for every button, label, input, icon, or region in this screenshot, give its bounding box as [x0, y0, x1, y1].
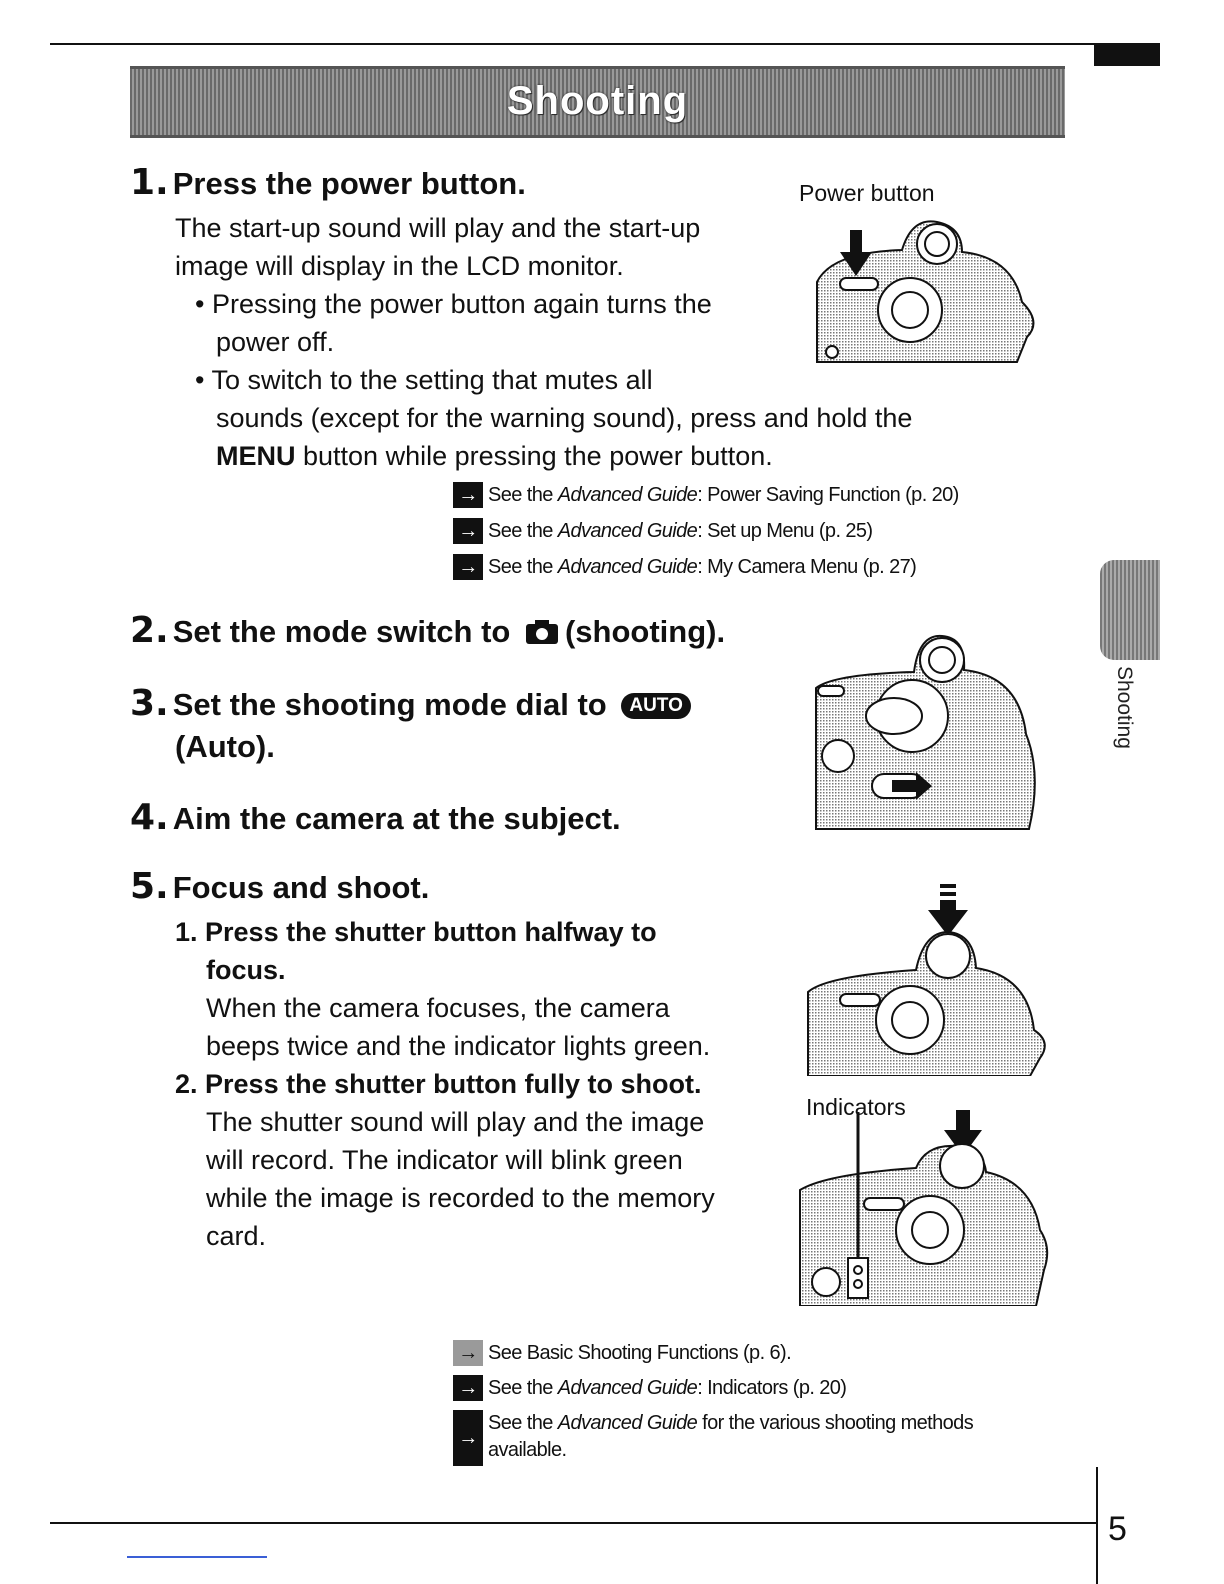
camera-top-illustration-4	[796, 1110, 1052, 1306]
camera-top-illustration-2	[814, 624, 1044, 830]
indicators-caption: Indicators	[806, 1094, 906, 1120]
step-4-title: 4. Aim the camera at the subject.	[130, 797, 621, 838]
step-1-text: The start-up sound will play and the start-up image will display in the LCD monitor. • Pressing the power button again turns the power off. • To switch to the setting that mutes all sounds (except for the warning sound), press and hold the MENU button while pressing the power button.	[175, 209, 795, 475]
reference-list-top	[453, 482, 959, 581]
reference-link[interactable]: → See the Advanced Guide: Indicators (p. 20)	[453, 1375, 973, 1402]
footer-vertical-rule	[1096, 1467, 1098, 1584]
side-tab-label: Shooting	[1113, 666, 1136, 749]
reference-link[interactable]: → See the Advanced Guide for the various shooting methods available.	[453, 1410, 973, 1466]
reference-list-bottom	[453, 1340, 973, 1466]
footer-rule	[50, 1522, 1097, 1524]
step-3-title-line2: (Auto).	[175, 729, 275, 764]
arrow-icon: →	[453, 554, 483, 580]
top-rule	[50, 43, 1160, 45]
arrow-icon: →	[453, 1375, 483, 1401]
camera-top-illustration-1	[812, 212, 1044, 364]
page-title: Shooting	[506, 79, 689, 123]
step-1-title: 1. Press the power button.	[130, 162, 526, 203]
reference-link[interactable]: → See the Advanced Guide: Power Saving Function (p. 20)	[453, 482, 959, 509]
step-5-title: 5. Focus and shoot.	[130, 866, 430, 907]
page-number: 5	[1108, 1510, 1127, 1548]
arrow-icon: →	[453, 518, 483, 544]
reference-link[interactable]: → See the Advanced Guide: Set up Menu (p. 25)	[453, 518, 959, 545]
reference-link[interactable]: → See the Advanced Guide: My Camera Menu (p. 27)	[453, 554, 959, 581]
step-5-substeps: 1. Press the shutter button halfway to focus. When the camera focuses, the camera beeps twice and the indicator lights green. 2. Press the shutter button fully to shoot. The shutter sound will play and the image will record. The indicator will blink green while the image is recorded to the memory card.	[175, 917, 715, 1251]
power-button-caption: Power button	[799, 180, 935, 206]
step-3-title: 3. Set the shooting mode dial to AUTO	[130, 683, 691, 724]
camera-top-illustration-3	[806, 880, 1052, 1076]
section-banner	[130, 66, 1065, 138]
auto-mode-badge: AUTO	[621, 693, 690, 719]
bullet-1: • Pressing the power button again turns the power off.	[195, 289, 712, 357]
arrow-icon: →	[453, 1340, 483, 1366]
arrow-icon: →	[453, 482, 483, 508]
step-2-title: 2. Set the mode switch to (shooting).	[130, 610, 726, 651]
bullet-2: • To switch to the setting that mutes all sounds (except for the warning sound), press and hold the MENU button while pressing the power button.	[195, 365, 913, 471]
reference-link[interactable]: → See Basic Shooting Functions (p. 6).	[453, 1340, 973, 1367]
link-underline	[127, 1556, 267, 1558]
arrow-icon: →	[453, 1410, 483, 1466]
corner-tab	[1094, 44, 1160, 66]
camera-mode-icon	[525, 619, 559, 645]
side-tab[interactable]	[1100, 560, 1160, 660]
